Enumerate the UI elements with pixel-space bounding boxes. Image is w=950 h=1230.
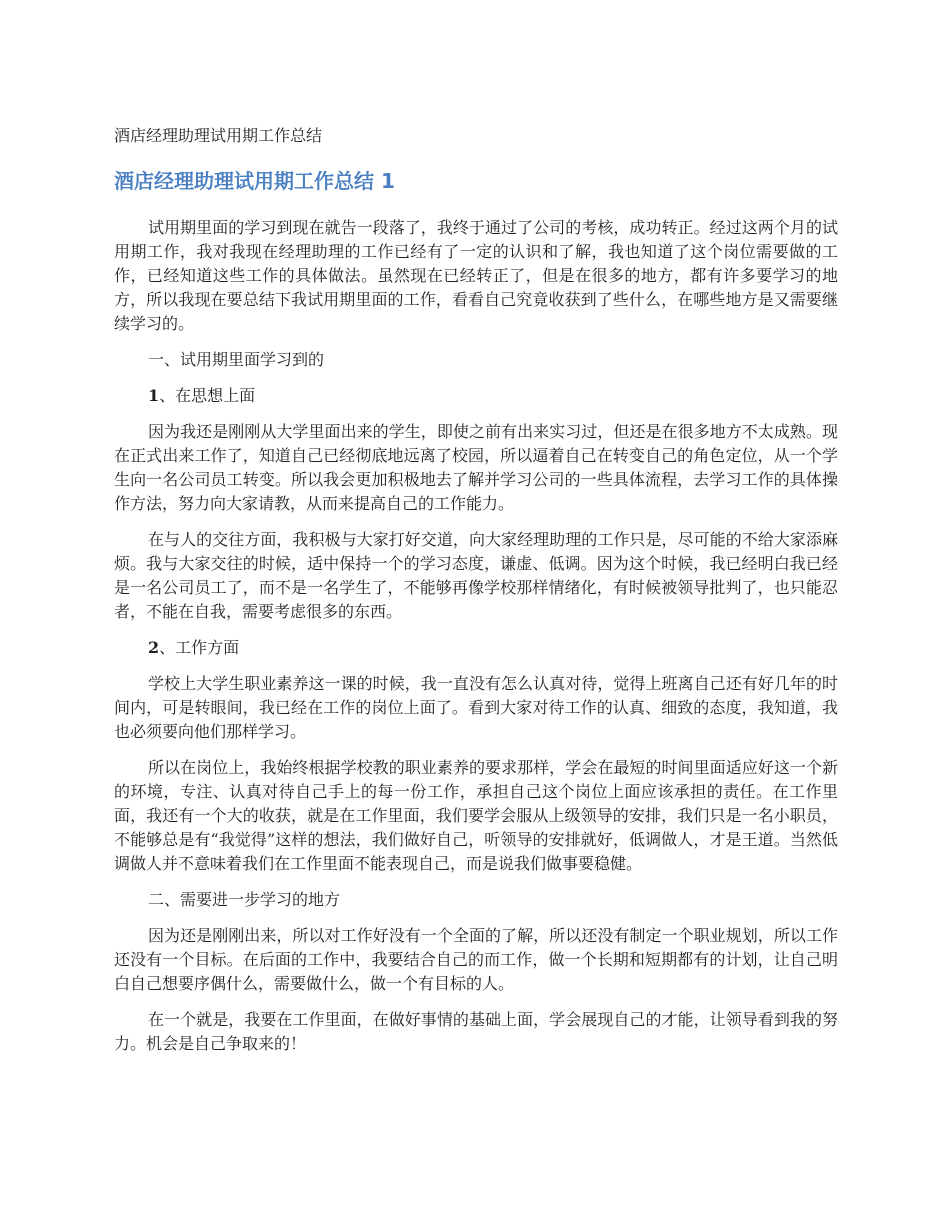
paragraph-work-1: 学校上大学生职业素养这一课的时候，我一直没有怎么认真对待，觉得上班离自己还有好几年的时间内，可是转眼间，我已经在工作的岗位上面了。看到大家对待工作的认真、细致的态度，我知道，我也必须要向他们那样学习。: [114, 674, 838, 741]
subheading-number: 2: [148, 638, 160, 657]
paragraph-further-1: 因为还是刚刚出来，所以对工作好没有一个全面的了解，所以还没有制定一个职业规划，所以工作还没有一个目标。在后面的工作中，我要结合自己的而工作，做一个长期和短期都有的计划，让自己明白自己想要序偶什么，需要做什么，做一个有目标的人。: [114, 926, 838, 993]
subheading-work: [114, 636, 838, 660]
document-title: 酒店经理助理试用期工作总结: [114, 126, 323, 145]
intro-paragraph: 试用期里面的学习到现在就告一段落了，我终于通过了公司的考核，成功转正。经过这两个月的试用期工作，我对我现在经理助理的工作已经有了一定的认识和了解，我也知道了这个岗位需要做的工作，已经知道这些工作的具体做法。虽然现在已经转正了，但是在很多的地方，都有许多要学习的地方，所以我现在要总结下我试用期里面的工作，看看自己究竟收获到了些什么，在哪些地方是又需要继续学习的。: [114, 218, 838, 333]
subheading-number: 1: [148, 386, 160, 405]
paragraph-work-2: 所以在岗位上，我始终根据学校教的职业素养的要求那样，学会在最短的时间里面适应好这一个新的环境，专注、认真对待自己手上的每一份工作，承担自己这个岗位上面应该承担的责任。在工作里面，我还有一个大的收获，就是在工作里面，我们要学会服从上级领导的安排，我们只是一名小职员，不能够总是有“我觉得”这样的想法，我们做好自己，听领导的安排就好，低调做人，才是王道。当然低调做人并不意味着我们在工作里面不能表现自己，而是说我们做事要稳健。: [114, 758, 838, 873]
paragraph-further-2: 在一个就是，我要在工作里面，在做好事情的基础上面，学会展现自己的才能，让领导看到我的努力。机会是自己争取来的！: [114, 1010, 838, 1053]
heading-further-study: 二、需要进一步学习的地方: [148, 890, 341, 909]
subheading-text: 、工作方面: [159, 638, 240, 657]
subheading-text: 、在思想上面: [159, 386, 256, 405]
paragraph-thinking-2: 在与人的交往方面，我积极与大家打好交道，向大家经理助理的工作只是，尽可能的不给大家添麻烦。我与大家交往的时候，适中保持一个的学习态度，谦虚、低调。因为这个时候，我已经明白我已经是一名公司员工了，而不是一名学生了，不能够再像学校那样情绪化，有时候被领导批判了，也只能忍者，不能在自我，需要考虑很多的东西。: [114, 530, 838, 621]
section-heading: 酒店经理助理试用期工作总结 1: [114, 169, 395, 193]
subheading-thinking: [114, 384, 838, 408]
paragraph-thinking-1: 因为我还是刚刚从大学里面出来的学生，即使之前有出来实习过，但还是在很多地方不太成熟。现在正式出来工作了，知道自己已经彻底地远离了校园，所以逼着自己在转变自己的角色定位，从一个学生向一名公司员工转变。所以我会更加积极地去了解并学习公司的一些具体流程，去学习工作的具体操作方法，努力向大家请教，从而来提高自己的工作能力。: [114, 422, 838, 513]
heading-learned: 一、试用期里面学习到的: [148, 350, 325, 369]
